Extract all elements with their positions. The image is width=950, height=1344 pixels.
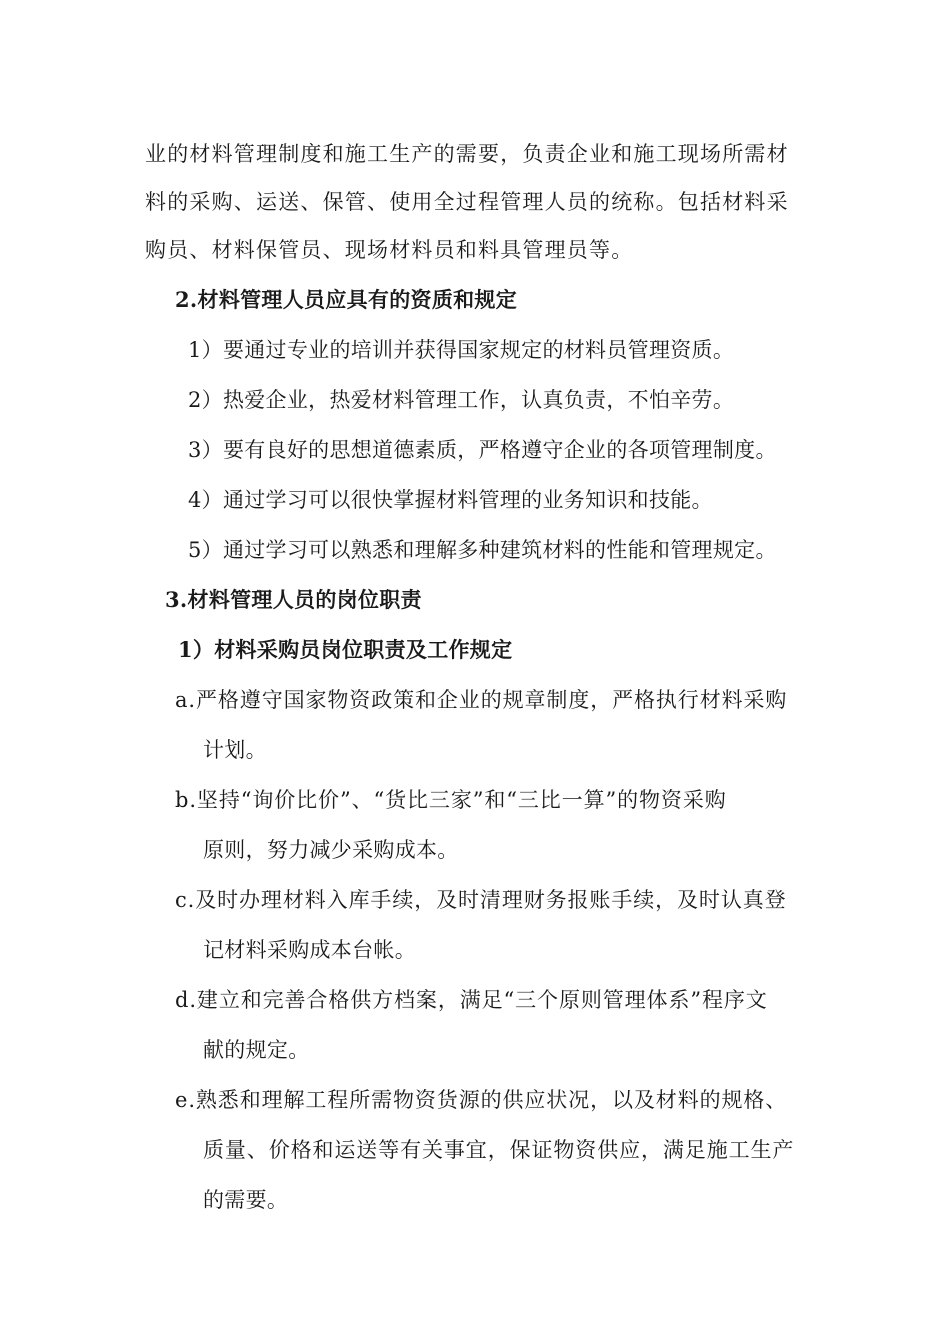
duty-item-e-line-1: e.熟悉和理解工程所需物资货源的供应状况，以及材料的规格、: [175, 1088, 788, 1112]
intro-paragraph-line-3: 购员、材料保管员、现场材料员和料具管理员等。: [145, 238, 634, 262]
section-2-item-4: 4）通过学习可以很快掌握材料管理的业务知识和技能。: [188, 488, 713, 512]
duty-item-a-line-1: a.严格遵守国家物资政策和企业的规章制度，严格执行材料采购: [175, 688, 788, 712]
section-2-item-3: 3）要有良好的思想道德素质，严格遵守企业的各项管理制度。: [188, 438, 777, 462]
duty-item-b-line-1: b.坚持“询价比价”、“货比三家”和“三比一算”的物资采购: [175, 788, 727, 812]
duty-item-d-line-2: 献的规定。: [203, 1038, 310, 1062]
section-2-heading: 2.材料管理人员应具有的资质和规定: [175, 287, 518, 312]
duty-item-e-line-2: 质量、价格和运送等有关事宜，保证物资供应，满足施工生产: [203, 1138, 795, 1162]
intro-paragraph-line-2: 料的采购、运送、保管、使用全过程管理人员的统称。包括材料采: [145, 190, 789, 214]
intro-paragraph-line-1: 业的材料管理制度和施工生产的需要，负责企业和施工现场所需材: [145, 142, 789, 166]
section-2-item-2: 2）热爱企业，热爱材料管理工作，认真负责，不怕辛劳。: [188, 388, 735, 412]
duty-item-c-line-2: 记材料采购成本台帐。: [203, 938, 416, 962]
section-2-item-1: 1）要通过专业的培训并获得国家规定的材料员管理资质。: [188, 338, 735, 362]
duty-item-e-line-3: 的需要。: [203, 1188, 289, 1212]
section-3-sub-1-heading: 1）材料采购员岗位职责及工作规定: [178, 637, 513, 662]
duty-item-c-line-1: c.及时办理材料入库手续，及时清理财务报账手续，及时认真登: [175, 888, 787, 912]
duty-item-a-line-2: 计划。: [203, 738, 267, 762]
duty-item-b-line-2: 原则，努力减少采购成本。: [203, 838, 459, 862]
section-2-item-5: 5）通过学习可以熟悉和理解多种建筑材料的性能和管理规定。: [188, 538, 777, 562]
duty-item-d-line-1: d.建立和完善合格供方档案，满足“三个原则管理体系”程序文: [175, 988, 768, 1012]
section-3-heading: 3.材料管理人员的岗位职责: [165, 587, 422, 612]
